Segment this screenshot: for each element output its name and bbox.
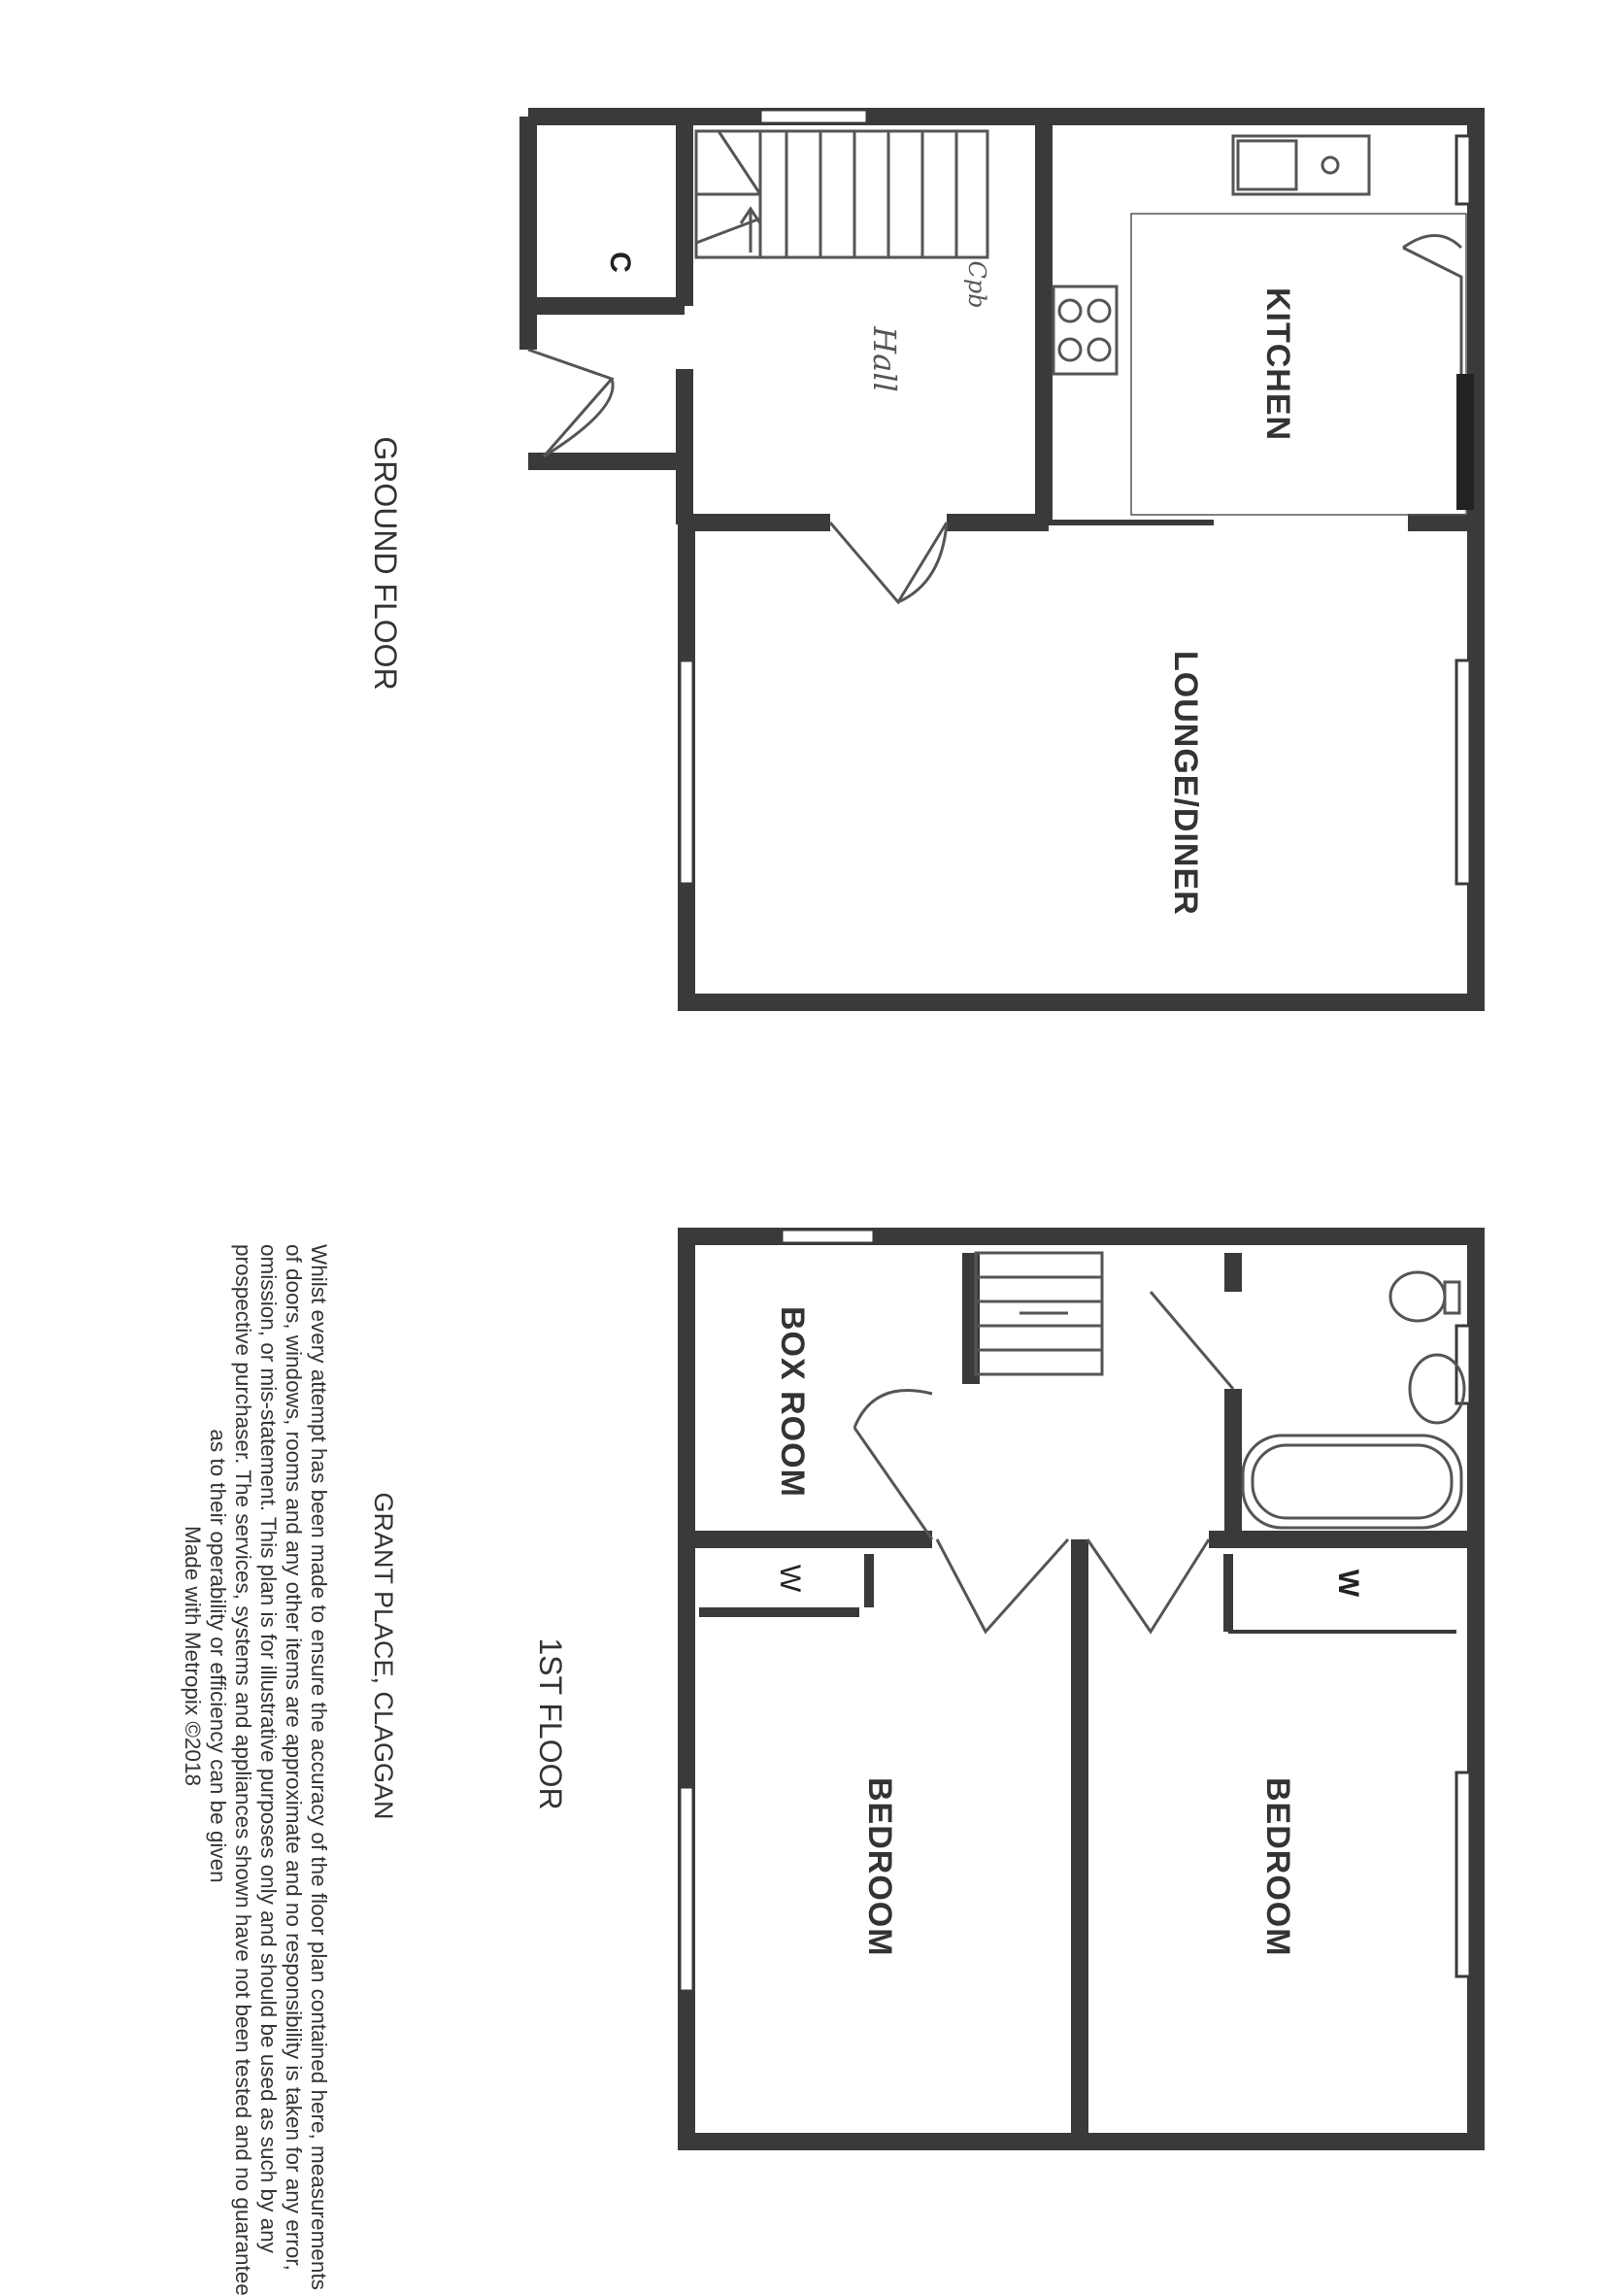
ground-floor-title: GROUND FLOOR	[368, 436, 403, 691]
wardrobe-label-right: W	[1332, 1569, 1364, 1598]
ground-floor-walls	[528, 117, 1476, 1002]
kitchen-radiator	[1456, 374, 1474, 510]
room-label-hall: Hall	[866, 326, 903, 392]
room-label-bedroom-right: BEDROOM	[1259, 1777, 1296, 1957]
room-label-cupboard: Cpb	[963, 260, 990, 309]
disclaimer-line: Whilst every attempt has been made to ensure the accuracy of the floor plan contained here, measurements	[307, 1244, 331, 2290]
room-label-lounge: LOUNGE/DINER	[1167, 651, 1204, 916]
room-label-kitchen: KITCHEN	[1259, 287, 1296, 442]
first-floor-title: 1ST FLOOR	[533, 1638, 568, 1810]
disclaimer-line: omission, or mis-statement. This plan is for illustrative purposes only and should be used as such by any	[256, 1244, 281, 2253]
room-label-c: C	[604, 252, 636, 273]
first-doors	[854, 1292, 1233, 1632]
first-stairs	[976, 1253, 1102, 1374]
disclaimer-text	[180, 1238, 331, 2296]
wardrobe-label-left: W	[774, 1564, 806, 1593]
room-label-box-room: BOX ROOM	[774, 1306, 811, 1498]
bathroom-fixtures	[1243, 1272, 1464, 1528]
property-address: GRANT PLACE, CLAGGAN	[369, 1492, 398, 1820]
disclaimer-line: as to their operability or efficiency can be given	[206, 1429, 230, 1883]
room-label-bedroom-left: BEDROOM	[861, 1777, 898, 1957]
disclaimer	[29, 1238, 398, 2296]
disclaimer-line: of doors, windows, rooms and any other items are approximate and no responsibility is taken for any error,	[282, 1244, 306, 2271]
disclaimer-line: prospective purchaser. The services, systems and appliances shown have not been tested and no guarantee	[231, 1244, 255, 2296]
disclaimer-line: Made with Metropix ©2018	[181, 1526, 205, 1786]
ground-windows	[680, 110, 1470, 916]
ground-stairs	[696, 131, 987, 257]
ground-doors	[528, 236, 1461, 603]
